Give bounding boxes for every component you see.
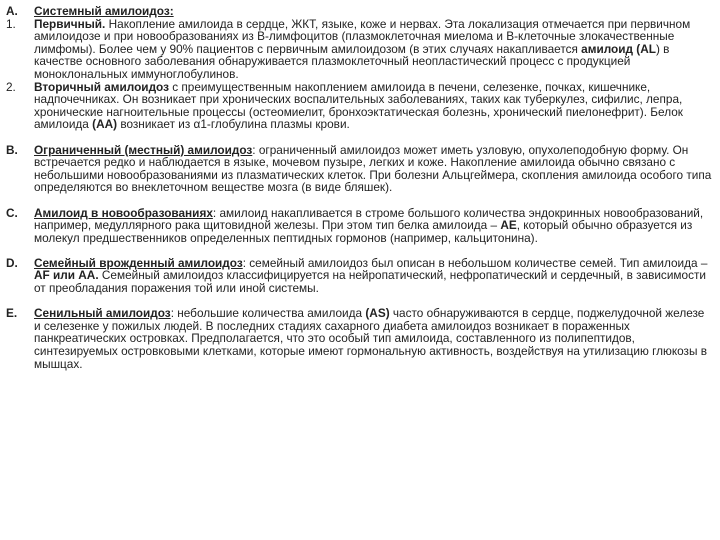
item-1-protein: амилоид (AL	[581, 41, 656, 56]
section-d-text: : семейный амилоидоз был описан в небольшом количестве семей. Тип амилоида –	[242, 255, 708, 270]
section-e-text-end: часто обнаруживаются в сердце, поджелудочной железе и селезенке у пожилых людей. В последних стадиях сахарного диабета амилоидоз возникает в пораженных панкреатических островках. Предполагается, что это особый тип амилоида, составленного из полипептидов, синтезируемых островковыми клетками, которые имеют гормональную активность, воздействуя на утилизацию глюкозы в мышцах.	[34, 306, 707, 371]
section-c-text: : амилоид накапливается в строме большого количества эндокринных новообразований, например, медуллярного рака щитовидной железы. При этом тип белка амилоида –	[34, 205, 704, 233]
section-e-text: : небольшие количества амилоида	[170, 306, 366, 321]
section-c	[6, 207, 714, 245]
section-a-marker: А.	[6, 4, 18, 18]
section-d-protein: AF или АА.	[34, 268, 99, 283]
section-c-text-end: , который обычно образуется из молекул предшественников определенных пептидных гормонов (например, кальцитонина).	[34, 218, 693, 245]
section-a-heading: Системный амилоидоз:	[34, 4, 174, 18]
section-b-marker: В.	[6, 142, 18, 157]
item-1-marker: 1.	[6, 16, 16, 31]
section-d-marker: D.	[6, 255, 18, 270]
section-c-marker: С.	[6, 205, 18, 220]
item-2-protein: (АА)	[92, 117, 118, 132]
section-b-heading: Ограниченный (местный) амилоидоз	[34, 142, 253, 157]
item-1-label: Первичный.	[34, 16, 106, 31]
section-e-marker: Е.	[6, 306, 18, 321]
section-c-heading: Амилоид в новообразованиях	[34, 205, 213, 220]
section-d-text-end: Семейный амилоидоз классифицируется на нейропатический, нефропатический и сердечный, в зависимости от преобладания поражения той или иной системы.	[34, 268, 706, 296]
section-b	[6, 144, 714, 194]
item-1-text: Накопление амилоида в сердце, ЖКТ, языке, коже и нервах. Эта локализация отмечается при первичном амилоидозе и при новообразованиях из В-лимфоцитов (плазмоклеточная миелома и В-клеточные злокачественные лимфомы). Более чем у 90% пациентов с первичным амилоидозом (в этих случаях накапливается	[34, 16, 691, 56]
document-body	[6, 5, 714, 370]
item-2-label: Вторичный амилоидоз	[34, 79, 169, 94]
item-2-text: с преимущественным накоплением амилоида в печени, селезенке, почках, кишечнике, надпочечниках. Он возникает при хронических воспалительных заболеваниях, таких как туберкулез, сифилис, лепра, хронические нагноительные процессы (остеомиелит, бронхоэктатическая болезнь, хронический пиелонефрит). Белок амилоида	[34, 79, 683, 132]
section-e-protein: (AS)	[365, 306, 390, 321]
section-a-item-2	[6, 81, 714, 131]
section-c-protein: АЕ	[500, 218, 517, 233]
item-2-marker: 2.	[6, 79, 16, 94]
section-a-item-1	[6, 18, 714, 81]
item-1-text-end: ) в качестве основного заболевания обнаруживается плазмоклеточный неопластический процесс с продукцией моноклональных иммуноглобулинов.	[34, 41, 670, 81]
section-e-heading: Сенильный амилоидоз	[34, 306, 171, 321]
item-2-text-end: возникает из α1-глобулина плазмы крови.	[117, 117, 350, 132]
section-d	[6, 257, 714, 295]
section-d-heading: Семейный врожденный амилоидоз	[34, 255, 243, 270]
section-e	[6, 307, 714, 370]
section-b-text: : ограниченный амилоидоз может иметь узловую, опухолеподобную форму. Он встречается редко и наблюдается в языке, мочевом пузыре, легких и коже. Накопление амилоида обычно связано с небольшими новообразованиями из плазматических клеток. При болезни Альцгеймера, скопления амилоида особого типа определяются во внеклеточном веществе мозга (в виде бляшек).	[34, 142, 712, 195]
